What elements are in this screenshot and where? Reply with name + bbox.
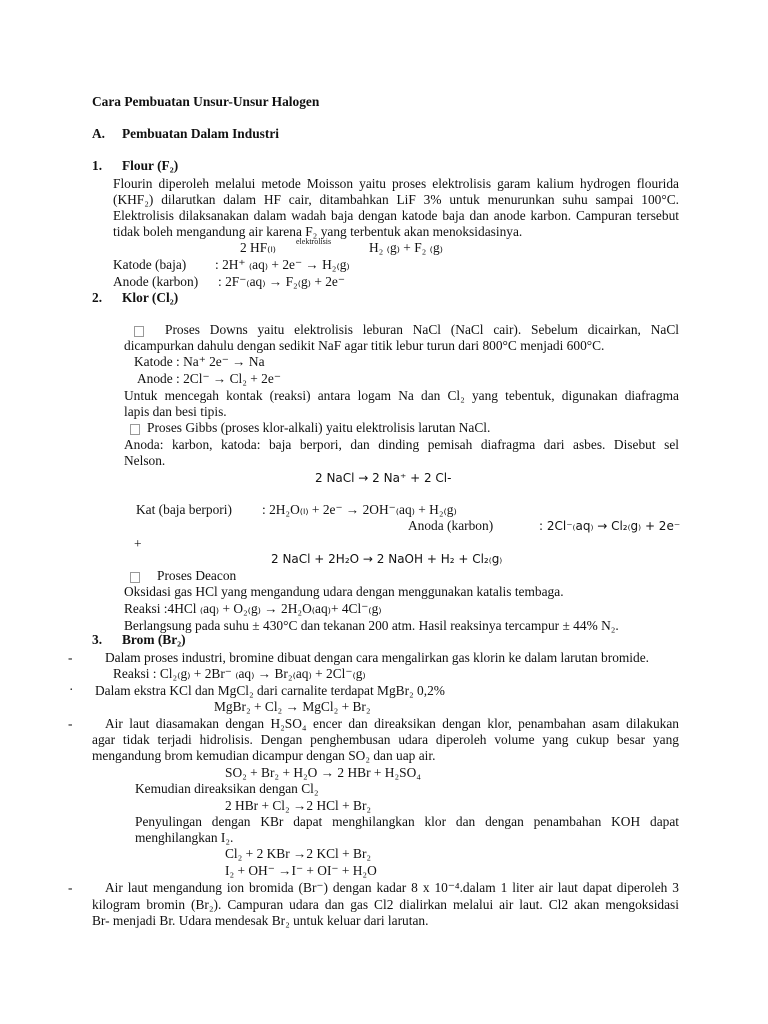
brom-p3-equation-2: 2 HBr + Cl₂ →2 HCl + Br₂ xyxy=(225,798,372,813)
klor-number: 2. xyxy=(92,290,103,305)
klor-kontak-line-1: Untuk mencegah kontak (reaksi) antara logam Na dan Cl₂ yang tebentuk, digunakan diafragma xyxy=(124,388,679,403)
brom-p2: Dalam ekstra KCl dan MgCl₂ dari carnalite terdapat MgBr₂ 0,2% xyxy=(95,683,445,698)
brom-p4-line-2: kilogram bromin (Br₂). Campuran udara dan gas Cl2 dialirkan melalui air laut. Cl2 akan mengoksidasi xyxy=(92,897,679,912)
fluor-reaction-right: H₂ ₍g₎ + F₂ ₍g₎ xyxy=(369,240,443,255)
brom-p3-penyulingan-1: Penyulingan dengan KBr dapat menghilangkan klor dan dengan penambahan KOH dapat xyxy=(135,814,679,829)
brom-p3-equation-3: Cl₂ + 2 KBr →2 KCl + Br₂ xyxy=(225,846,372,861)
brom-heading: Brom (Br₂) xyxy=(122,632,186,647)
section-a-number: A. xyxy=(92,126,106,141)
brom-p3-line-3: mengandung brom kemudian dicampur dengan SO₂ dan uap air. xyxy=(92,748,436,763)
brom-p3-line-2: agar tidak terjadi hidrolisis. Dengan penghembusan udara diperoleh volume yang cukup besar yang xyxy=(92,732,679,747)
klor-heading: Klor (Cl₂) xyxy=(122,290,179,305)
klor-gibbs: Proses Gibbs (proses klor-alkali) yaitu elektrolisis larutan NaCl. xyxy=(147,420,491,435)
klor-downs-anode: Anode : 2Cl⁻ → Cl₂ + 2e⁻ xyxy=(137,371,281,386)
klor-deacon-conditions: Berlangsung pada suhu ± 430°C dan tekanan 200 atm. Hasil reaksinya tercampur ± 44% N₂. xyxy=(124,618,619,633)
brom-p3-kemudian: Kemudian direaksikan dengan Cl₂ xyxy=(135,781,319,796)
fluor-line-4: tidak boleh mengandung air karena F₂ yang terbentuk akan menoksidasinya. xyxy=(113,224,523,239)
klor-downs-katode: Katode : Na⁺ 2e⁻ → Na xyxy=(134,354,265,369)
klor-downs-line-2: dicampurkan dahulu dengan sedikit NaF agar titik lebur turun dari 800°C menjadi 600°C. xyxy=(124,338,605,353)
checkbox-bullet-icon xyxy=(130,572,140,583)
fluor-katode-equation: : 2H⁺ ₍aq₎ + 2e⁻ → H₂₍g₎ xyxy=(215,257,350,272)
brom-p4-line-1: Air laut mengandung ion bromida (Br⁻) dengan kadar 8 x 10⁻⁴.dalam 1 liter air laut dapat diperoleh 3 xyxy=(105,880,679,895)
klor-kat-label: Kat (baja berpori) xyxy=(136,502,232,517)
fluor-line-3: Elektrolisis dilaksanakan dalam wadah baja dengan katode baja dan anode karbon. Campuran tersebut xyxy=(113,208,679,223)
fluor-anode-equation: : 2F⁻₍aq₎ → F₂₍g₎ + 2e⁻ xyxy=(218,274,345,289)
fluor-number: 1. xyxy=(92,158,103,173)
checkbox-bullet-icon xyxy=(130,424,140,435)
klor-anoda-label: Anoda (karbon) xyxy=(408,518,494,533)
klor-anoda-line-2: Nelson. xyxy=(124,453,166,468)
brom-p3-line-1: Air laut diasamakan dengan H₂SO₄ encer dan direaksikan dengan klor, penambahan asam dilakukan xyxy=(105,716,679,731)
klor-deacon-reaction: Reaksi :4HCl ₍aq₎ + O₂₍g₎ → 2H₂O₍aq₎+ 4Cl⁻₍g₎ xyxy=(124,601,382,616)
klor-oksidasi: Oksidasi gas HCl yang mengandung udara dengan menggunakan katalis tembaga. xyxy=(124,584,564,599)
checkbox-bullet-icon xyxy=(134,326,144,337)
fluor-line-1: Flourin diperoleh melalui metode Moisson yaitu proses elektrolisis garam kalium hydrogen flourida xyxy=(113,176,679,191)
brom-p1-reaction: Reaksi : Cl₂₍g₎ + 2Br⁻ ₍aq₎ → Br₂₍aq₎ + 2Cl⁻₍g₎ xyxy=(113,666,366,681)
brom-p3-equation-1: SO₂ + Br₂ + H₂O → 2 HBr + H₂SO₄ xyxy=(225,765,421,780)
brom-p4-line-3: Br- menjadi Br. Udara mendesak Br₂ untuk keluar dari larutan. xyxy=(92,913,429,928)
brom-p4-dash: - xyxy=(68,880,73,895)
fluor-anode-label: Anode (karbon) xyxy=(113,274,199,289)
brom-p1-dash: - xyxy=(68,650,73,665)
klor-deacon: Proses Deacon xyxy=(157,568,237,583)
brom-p2-equation: MgBr₂ + Cl₂ → MgCl₂ + Br₂ xyxy=(214,699,371,714)
klor-anoda-equation: : 2Cl⁻₍aq₎ → Cl₂₍g₎ + 2e⁻ xyxy=(539,519,681,533)
page-title: Cara Pembuatan Unsur-Unsur Halogen xyxy=(92,94,320,109)
brom-p3-dash: - xyxy=(68,716,73,731)
section-a-heading: Pembuatan Dalam Industri xyxy=(122,126,279,141)
klor-anoda-line-1: Anoda: karbon, katoda: baja berpori, dan dinding pemisah diafragma dari asbes. Disebut sel xyxy=(124,437,679,452)
klor-kat-equation: : 2H₂O₍ₗ₎ + 2e⁻ → 2OH⁻₍aq₎ + H₂₍g₎ xyxy=(262,502,457,517)
fluor-line-2: (KHF₂) dilarutkan dalam HF cair, ditambahkan LiF 3% untuk menurunkan suhu sampai 100°C. xyxy=(113,192,679,207)
brom-p2-bullet: · xyxy=(69,682,74,697)
brom-number: 3. xyxy=(92,632,103,647)
fluor-heading: Flour (F₂) xyxy=(122,158,179,173)
fluor-reaction-label: elektrolisis xyxy=(296,237,332,246)
klor-nacl-equation: 2 NaCl → 2 Na⁺ + 2 Cl- xyxy=(315,471,452,485)
brom-p3-penyulingan-2: menghilangkan I₂. xyxy=(135,830,234,845)
klor-total-equation: 2 NaCl + 2H₂O → 2 NaOH + H₂ + Cl₂₍g₎ xyxy=(271,552,503,566)
fluor-katode-label: Katode (baja) xyxy=(113,257,187,272)
klor-kontak-line-2: lapis dan besi tipis. xyxy=(124,404,227,419)
fluor-reaction-left: 2 HF₍ₗ₎ xyxy=(240,240,276,255)
klor-downs-line-1: Proses Downs yaitu elektrolisis leburan NaCl (NaCl cair). Sebelum dicairkan, NaCl xyxy=(165,322,679,337)
brom-p1: Dalam proses industri, bromine dibuat dengan cara mengalirkan gas klorin ke dalam larutan bromide. xyxy=(105,650,650,665)
klor-plus-sign: + xyxy=(134,536,142,551)
brom-p3-equation-4: I₂ + OH⁻ →I⁻ + OI⁻ + H₂O xyxy=(225,863,377,878)
